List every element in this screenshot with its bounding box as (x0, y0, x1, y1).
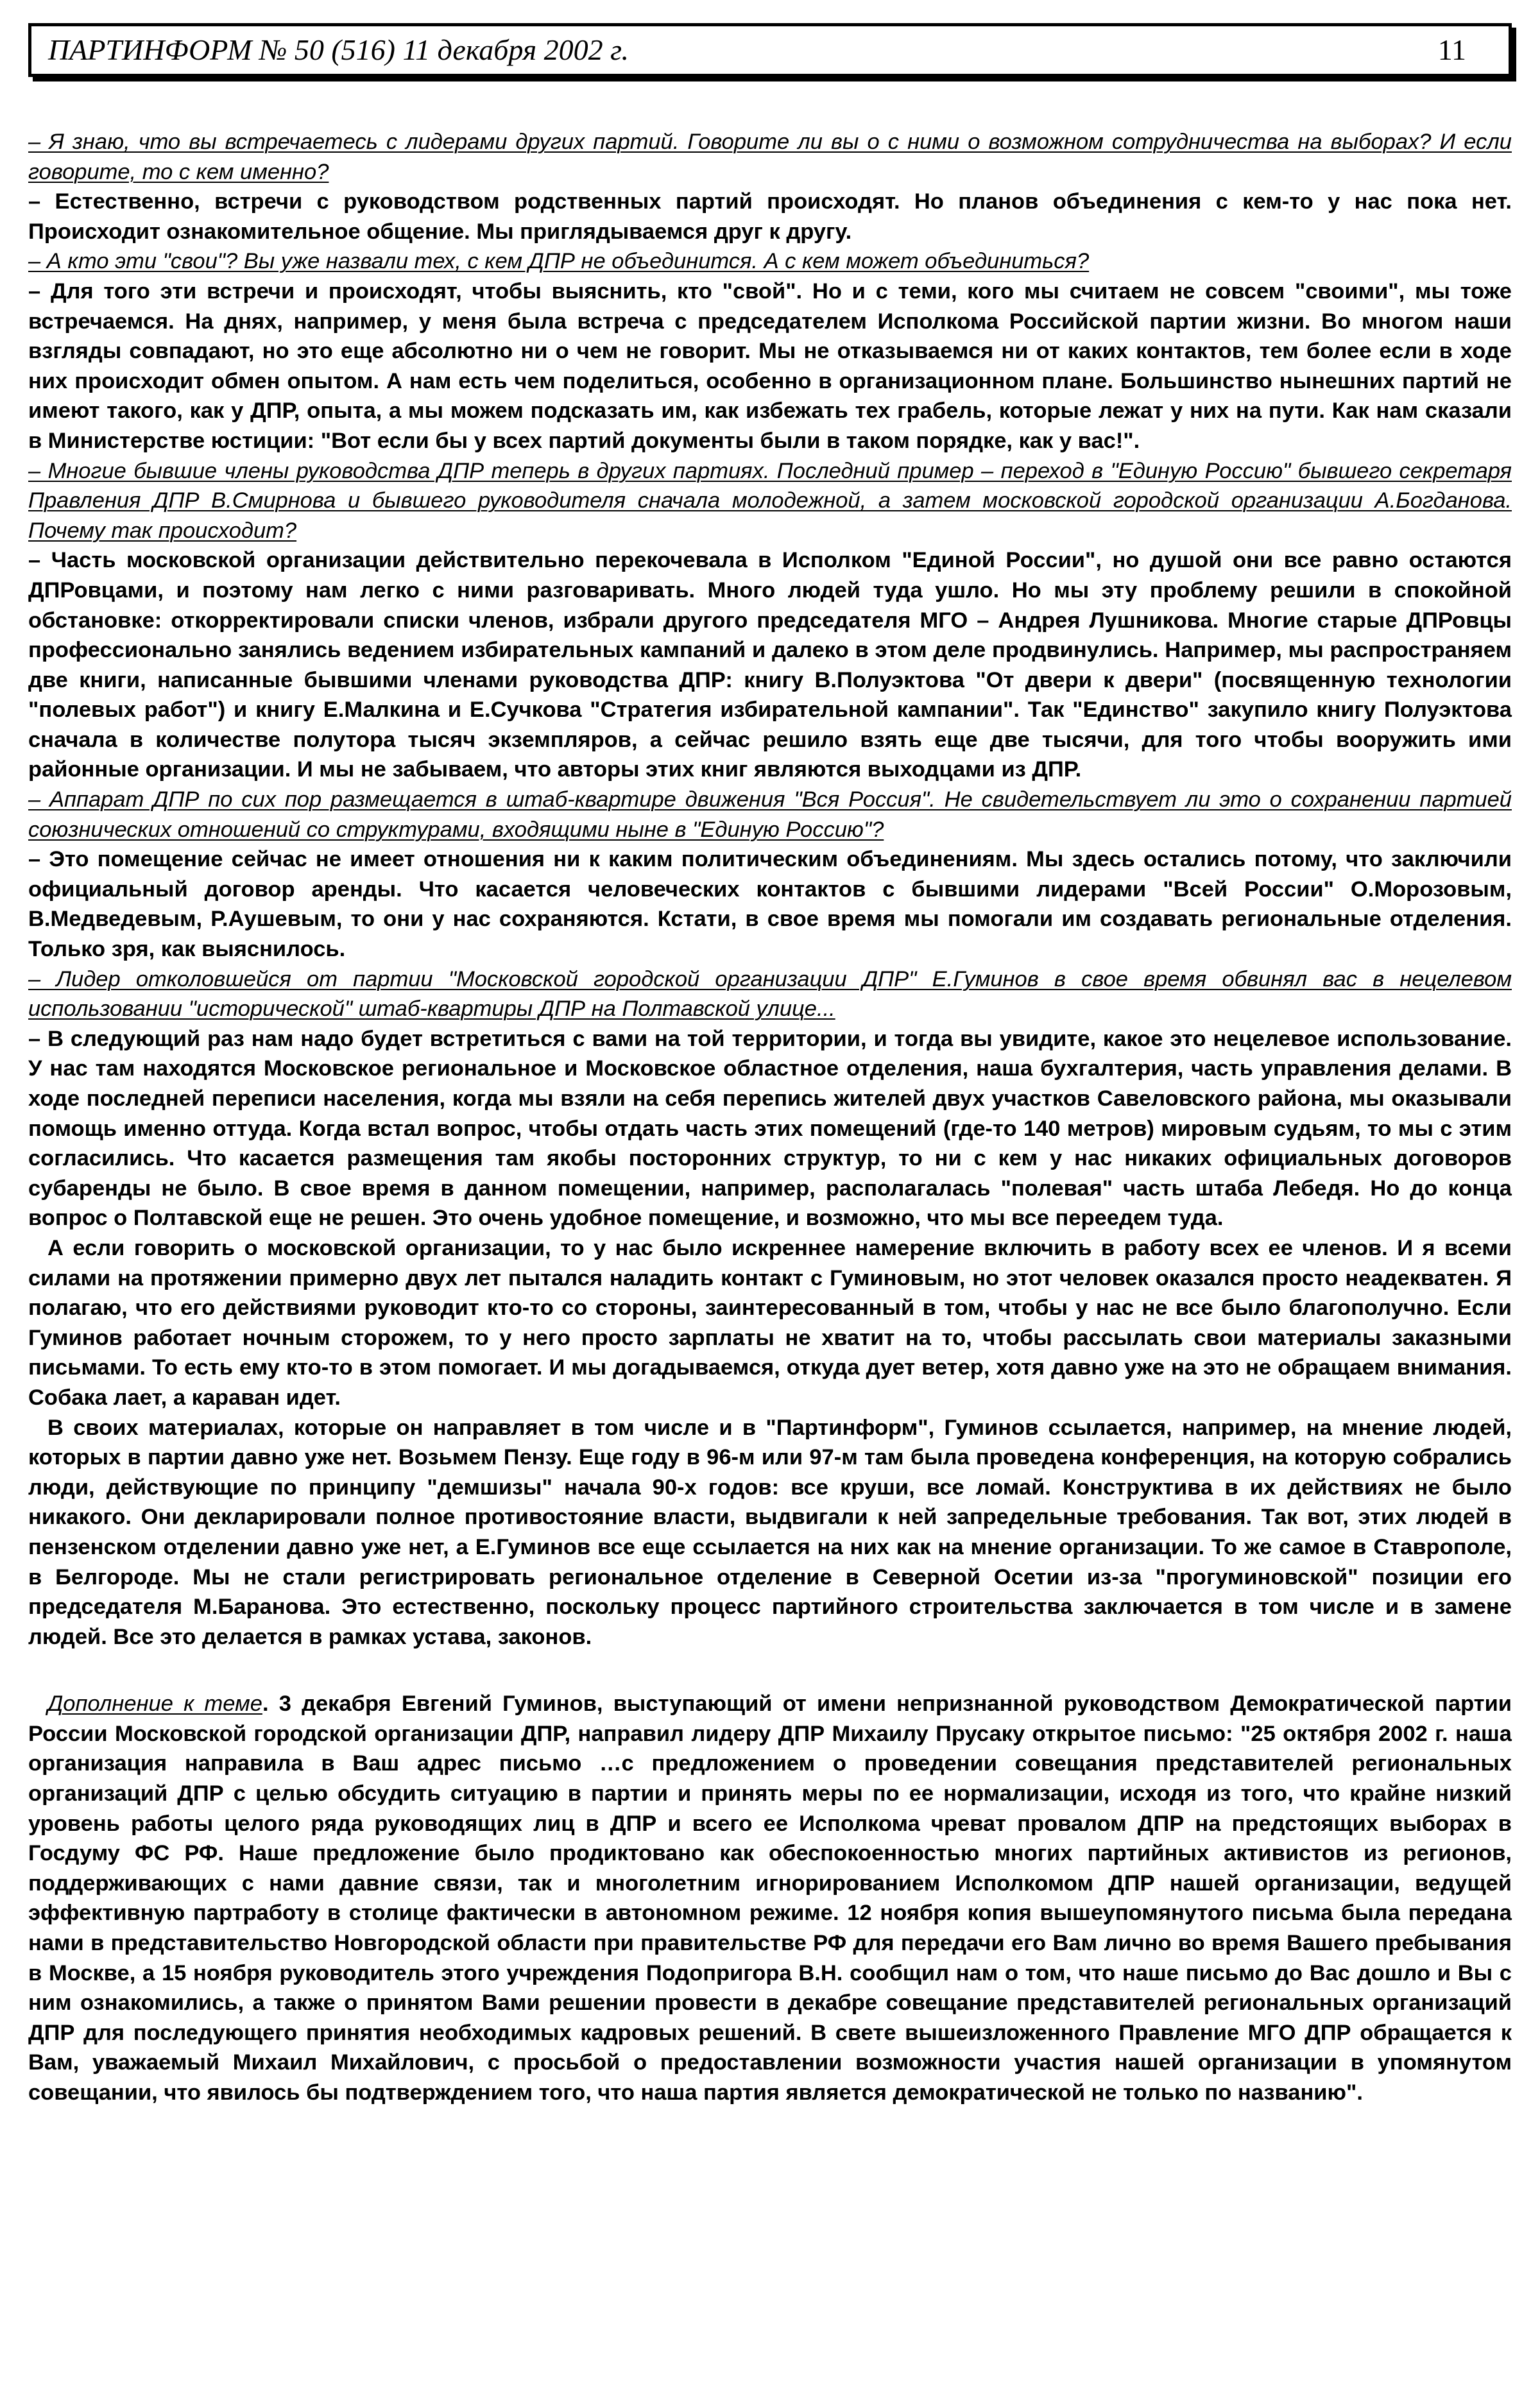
question-paragraph: – Аппарат ДПР по сих пор размещается в штаб-квартире движения "Вся Россия". Не свидетельствует ли это о сохранении партией союзнических отношений со структурами, входящими ныне в "Единую Россию"? (28, 787, 1512, 842)
answer-paragraph: – Для того эти встречи и происходят, чтобы выяснить, кто "свой". Но и с теми, кого мы считаем не совсем "своими", мы тоже встречаемся. На днях, например, у меня была встреча с председателем Исполкома Российской партии жизни. Во многом наши взгляды совпадают, но это еще абсолютно ни о чем не говорит. Мы не отказываемся ни от каких контактов, тем более если в ходе них происходит обмен опытом. А нам есть чем поделиться, особенно в организационном плане. Большинство нынешних партий не имеют такого, как у ДПР, опыта, а мы можем подсказать им, как избежать тех грабель, которые лежат у них на пути. Как нам сказали в Министерстве юстиции: "Вот если бы у всех партий документы были в таком порядке, как у вас!". (28, 278, 1512, 453)
section-gap (28, 1652, 1512, 1689)
answer-paragraph: В своих материалах, которые он направляет в том числе и в "Партинформ", Гуминов ссылается, например, на мнение людей, которых в партии давно уже нет. Возьмем Пензу. Еще году в 96-м или 97-м там была проведена конференция, на которую собрались люди, действующие по принципу "демшизы" начала 90-х годов: все круши, все ломай. Конструктива в их действиях не было никакого. Они декларировали полное противостояние власти, выдвигали к ней запредельные требования. Так вот, этих людей в пензенском отделении давно уже нет, а Е.Гуминов все еще ссылается на них как на мнение организации. То же самое в Ставрополе, в Белгороде. Мы не стали регистрировать региональное отделение в Северной Осетии из-за "прогуминовской" позиции его председателя М.Баранова. Это естественно, поскольку процесс партийного строительства заключается в том числе и в замене людей. Все это делается в рамках устава, законов. (28, 1415, 1512, 1649)
newspaper-page (28, 23, 1512, 2108)
question-paragraph: – Многие бывшие члены руководства ДПР теперь в других партиях. Последний пример – переход в "Единую Россию" бывшего секретаря Правления ДПР В.Смирнова и бывшего руководителя сначала молодежной, а затем московской городской организации А.Богданова. Почему так происходит? (28, 458, 1512, 543)
answer-paragraph: – Часть московской организации действительно перекочевала в Исполком "Единой России", но душой они все равно остаются ДПРовцами, и поэтому нам легко с ними разговаривать. Много людей туда ушло. Но мы эту проблему решили в спокойной обстановке: откорректировали списки членов, избрали другого председателя МГО – Андрея Лушникова. Многие старые ДПРовцы профессионально занялись ведением избирательных кампаний и далеко в этом деле продвинулись. Например, мы распространяем две книги, написанные бывшими членами руководства ДПР: книгу В.Полуэктова "От двери к двери" (посвященную технологии "полевых работ") и книгу Е.Малкина и Е.Сучкова "Стратегия избирательной кампании". Так "Единство" закупило книгу Полуэктова сначала в количестве полутора тысяч экземпляров, а сейчас решило взять еще две тысячи, для того чтобы вооружить ими районные организации. И мы не забываем, что авторы этих книг являются выходцами из ДПР. (28, 548, 1512, 782)
page-header (28, 23, 1512, 77)
answer-paragraph: – Это помещение сейчас не имеет отношения ни к каким политическим объединениям. Мы здесь остались потому, что заключили официальный договор аренды. Что касается человеческих контактов с бывшими лидерами "Всей России" О.Морозовым, В.Медведевым, Р.Аушевым, то они у нас сохраняются. Кстати, в свое время мы помогали им создавать региональные отделения. Только зря, как выяснилось. (28, 847, 1512, 962)
question-paragraph: – А кто эти "свои"? Вы уже назвали тех, с кем ДПР не объединится. А с кем может объединиться? (28, 249, 1090, 274)
question-paragraph: – Я знаю, что вы встречаетесь с лидерами других партий. Говорите ли вы о с ними о возможном сотрудничества на выборах? И если говорите, то с кем именно? (28, 130, 1512, 184)
addendum-text: . 3 декабря Евгений Гуминов, выступающий от имени непризнанной руководством Демократической партии России Московской городской организации ДПР, направил лидеру ДПР Михаилу Прусаку открытое письмо: "25 октября 2002 г. наша организация направила в Ваш адрес письмо …с предложением о проведении совещания представителей региональных организаций ДПР с целью обсудить ситуацию в партии и принять меры по ее нормализации, исходя из того, что крайне низкий уровень работы целого ряда руководящих лиц в ДПР и всего ее Исполкома чреват провалом ДПР на предстоящих выборах в Госдуму ФС РФ. Наше предложение было продиктовано как обеспокоенностью многих партийных активистов из регионов, поддерживающих с нами давние связи, так и многолетним игнорированием Исполкомом ДПР нашей организации, ведущей эффективную партработу в столице фактически в автономном режиме. 12 ноября копия вышеупомянутого письма была передана нами в представительство Новгородской области при правительстве РФ для передачи его Вам лично во время Вашего пребывания в Москве, а 15 ноября руководитель этого учреждения Подопригора В.Н. сообщил нам о том, что наше письмо до Вас дошло и Вы с ним ознакомились, а также о принятом Вами решении провести в декабре совещание представителей региональных организаций ДПР для последующего принятия необходимых кадровых решений. В свете вышеизложенного Правление МГО ДПР обращается к Вам, уважаемый Михаил Михайлович, с просьбой о предоставлении возможности участия нашей организации в упомянутом совещании, что явилось бы подтверждением того, что наша партия является демократической не только по названию". (28, 1692, 1512, 2105)
answer-paragraph: – Естественно, встречи с руководством родственных партий происходят. Но планов объединения с кем-то у нас пока нет. Происходит ознакомительное общение. Мы приглядываемся друг к другу. (28, 189, 1512, 244)
header-title: ПАРТИНФОРМ № 50 (516) 11 декабря 2002 г. (48, 33, 629, 66)
addendum-lead: Дополнение к теме (47, 1692, 262, 1717)
question-paragraph: – Лидер отколовшейся от партии "Московской городской организации ДПР" Е.Гуминов в свое время обвинял вас в нецелевом использовании "исторической" штаб-квартиры ДПР на Полтавской улице... (28, 966, 1512, 1022)
addendum-paragraph (28, 1689, 1512, 2107)
page-number: 11 (1437, 33, 1466, 66)
article-body (28, 127, 1512, 2108)
answer-paragraph: – В следующий раз нам надо будет встретиться с вами на той территории, и тогда вы увидите, какое это нецелевое использование. У нас там находятся Московское региональное и Московское областное отделения, наша бухгалтерия, часть управления делами. В ходе последней переписи населения, когда мы взяли на себя перепись жителей двух участков Савеловского района, мы оказывали помощь именно оттуда. Когда встал вопрос, чтобы отдать часть этих помещений (где-то 140 метров) мировым судьям, то мы с этим согласились. Что касается размещения там якобы посторонних структур, то ни с кем у нас никаких официальных договоров субаренды не было. В свое время в данном помещении, например, располагалась "полевая" часть штаба Лебедя. Но до конца вопрос о Полтавской еще не решен. Это очень удобное помещение, и возможно, что мы все переедем туда. (28, 1026, 1512, 1231)
answer-paragraph: А если говорить о московской организации, то у нас было искреннее намерение включить в работу всех ее членов. И я всеми силами на протяжении примерно двух лет пытался наладить контакт с Гуминовым, но этот человек оказался просто неадекватен. Я полагаю, что его действиями руководит кто-то со стороны, заинтересованный в том, чтобы у нас не все было благополучно. Если Гуминов работает ночным сторожем, то у него просто зарплаты не хватит на то, чтобы рассылать свои материалы заказными письмами. То есть ему кто-то в этом помогает. И мы догадываемся, откуда дует ветер, хотя давно уже на это не обращаем внимания. Собака лает, а караван идет. (28, 1235, 1512, 1410)
